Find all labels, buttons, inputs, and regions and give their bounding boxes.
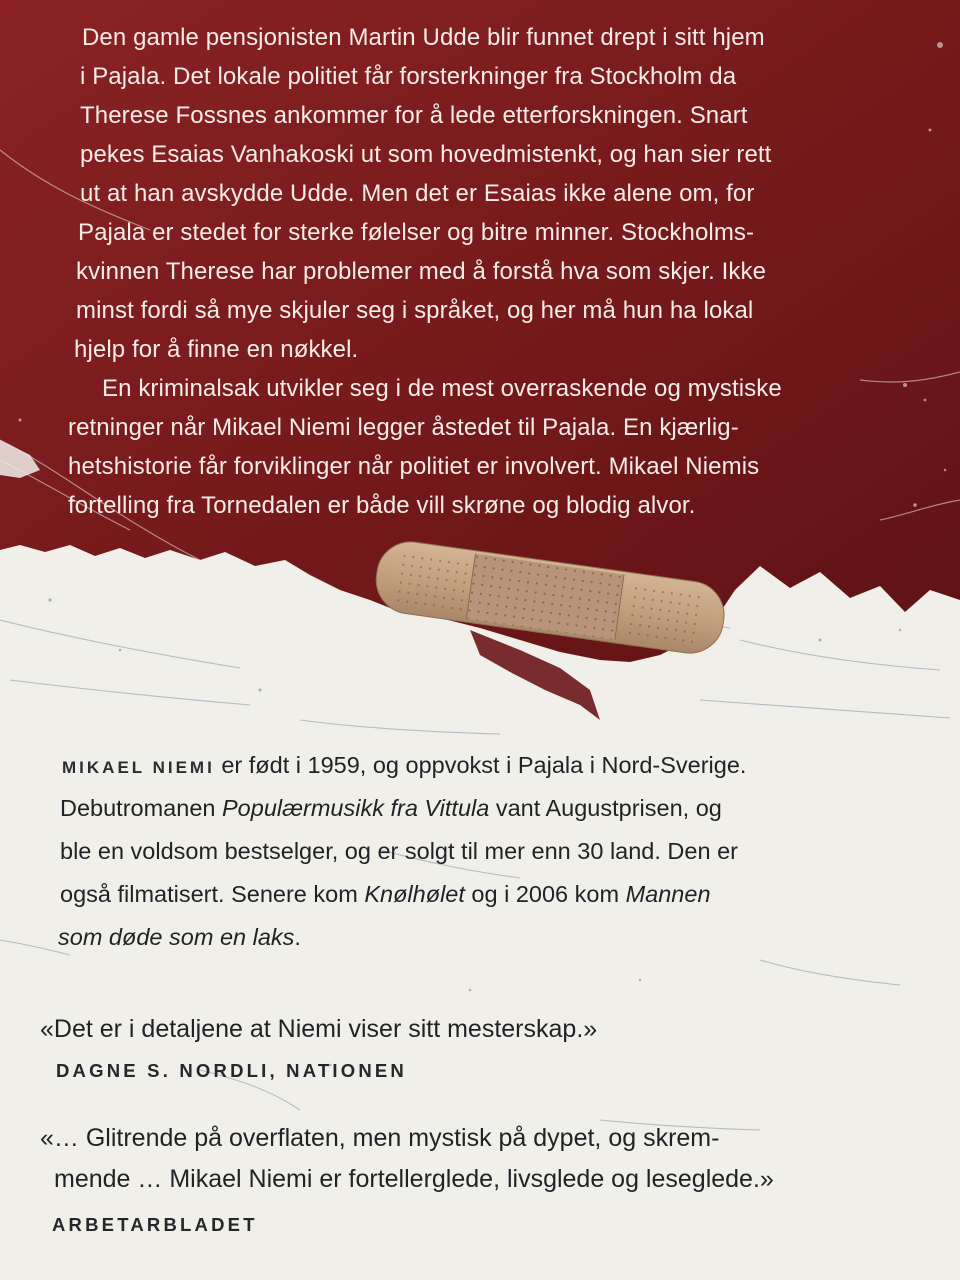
bio-text: .: [294, 924, 301, 950]
quote-attribution: ARBETARBLADET: [52, 1214, 258, 1235]
bio-line: [60, 881, 711, 908]
book-title: Knølhølet: [364, 881, 465, 907]
synopsis-line: minst fordi så mye skjuler seg i språket, og her må hun ha lokal: [76, 297, 754, 324]
bio-line: [62, 752, 746, 779]
synopsis-line: pekes Esaias Vanhakoski ut som hovedmistenkt, og han sier rett: [80, 141, 772, 168]
synopsis-line: Pajala er stedet for sterke følelser og bitre minner. Stockholms-: [78, 219, 755, 246]
synopsis-line: ut at han avskydde Udde. Men det er Esaias ikke alene om, for: [80, 180, 755, 207]
synopsis-line: Den gamle pensjonisten Martin Udde blir funnet drept i sitt hjem: [82, 24, 765, 51]
synopsis-line: hetshistorie får forviklinger når politiet er involvert. Mikael Niemis: [68, 453, 760, 480]
synopsis-line: retninger når Mikael Niemi legger åstedet til Pajala. En kjærlig-: [68, 414, 739, 441]
synopsis-line: kvinnen Therese har problemer med å forstå hva som skjer. Ikke: [76, 258, 767, 285]
bio-text: er født i 1959, og oppvokst i Pajala i Nord-Sverige.: [214, 752, 747, 778]
book-title: Populærmusikk fra Vittula: [222, 795, 490, 821]
bio-text: vant Augustprisen, og: [489, 795, 722, 821]
bio-line: [58, 924, 301, 951]
bio-line: [60, 795, 722, 822]
bio-text: og i 2006 kom: [464, 881, 626, 907]
synopsis-line: En kriminalsak utvikler seg i de mest overraskende og mystiske: [102, 375, 782, 402]
synopsis-line: hjelp for å finne en nøkkel.: [74, 336, 359, 363]
quote-text: «Det er i detaljene at Niemi viser sitt mesterskap.»: [40, 1015, 598, 1043]
quote-text: «… Glitrende på overflaten, men mystisk på dypet, og skrem-: [40, 1124, 720, 1152]
quote-text: mende … Mikael Niemi er fortellerglede, livsglede og leseglede.»: [54, 1165, 774, 1193]
book-title: Mannen: [625, 881, 711, 907]
quote-attribution: DAGNE S. NORDLI, NATIONEN: [56, 1060, 407, 1081]
book-title: som døde som en laks: [58, 924, 295, 950]
author-name: MIKAEL NIEMI: [62, 758, 215, 777]
synopsis-line: Therese Fossnes ankommer for å lede etterforskningen. Snart: [80, 102, 748, 129]
synopsis-line: fortelling fra Tornedalen er både vill skrøne og blodig alvor.: [68, 492, 696, 519]
bio-text: Debutromanen: [60, 795, 222, 821]
synopsis-line: i Pajala. Det lokale politiet får forsterkninger fra Stockholm da: [80, 63, 737, 90]
bio-text: også filmatisert. Senere kom: [60, 881, 365, 907]
bio-line: ble en voldsom bestselger, og er solgt til mer enn 30 land. Den er: [60, 838, 738, 864]
